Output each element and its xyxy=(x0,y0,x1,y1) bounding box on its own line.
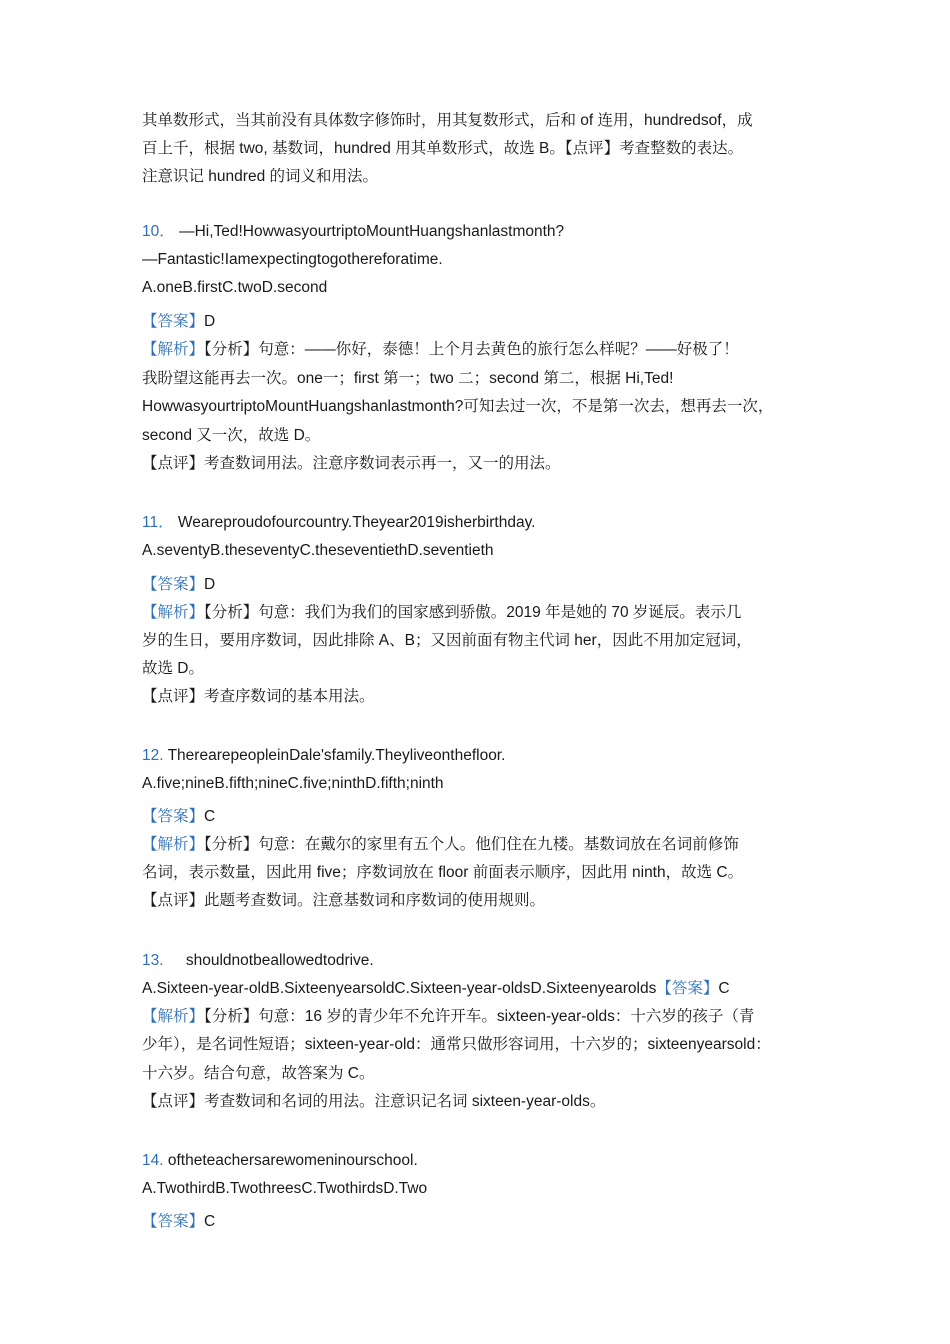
question-text: Weareproudofourcountry.Theyear2019isherbirthday. xyxy=(177,514,536,531)
question-10-analysis-3: HowwasyourtriptoMountHuangshanlastmonth?可知去过一次，不是第一次去，想再去一次， xyxy=(142,398,774,415)
question-10-comment xyxy=(142,453,561,475)
question-12-answer xyxy=(142,806,215,828)
analysis-label: 【解析】 xyxy=(142,341,205,358)
question-11-analysis-3: 故选 D。 xyxy=(142,660,205,677)
answer-value: D xyxy=(204,313,216,330)
question-number: 10． xyxy=(142,223,175,240)
answer-value: D xyxy=(204,576,216,593)
question-11-analysis-1 xyxy=(142,602,741,624)
analysis-label: 【解析】 xyxy=(142,604,205,621)
answer-label: 【答案】 xyxy=(142,576,205,593)
answer-label: 【答案】 xyxy=(142,313,205,330)
fenxi-label: 【分析】 xyxy=(204,836,259,853)
comment-text: 此题考查数词。注意基数词和序数词的使用规则。 xyxy=(204,892,546,909)
question-12-analysis-2: 名词，表示数量，因此用 five；序数词放在 floor 前面表示顺序，因此用 ninth，故选 C。 xyxy=(142,864,744,881)
answer-value: C xyxy=(718,980,730,997)
intro-line-2: 百上千，根据 two, 基数词，hundred 用其单数形式，故选 B。【点评】考查整数的表达。 xyxy=(142,140,744,157)
comment-label: 【点评】 xyxy=(142,455,205,472)
question-text: TherearepeopleinDale'sfamily.Theyliveonthefloor. xyxy=(167,747,506,764)
analysis-text: 句意：在戴尔的家里有五个人。他们住在九楼。基数词放在名词前修饰 xyxy=(258,836,739,853)
question-10-analysis-1 xyxy=(142,339,739,361)
question-text: oftheteachersarewomeninourschool. xyxy=(167,1152,418,1169)
question-13-analysis-3: 十六岁。结合句意，故答案为 C。 xyxy=(142,1065,375,1082)
options-text: A.Sixteen-year-oldB.SixteenyearsoldC.Sixteen-year-oldsD.Sixteenyearolds xyxy=(142,980,657,997)
comment-text: 考查数词和名词的用法。注意识记名词 sixteen-year-olds。 xyxy=(204,1093,606,1110)
question-10-answer xyxy=(142,311,215,333)
fenxi-label: 【分析】 xyxy=(204,341,259,358)
question-13-stem xyxy=(142,950,374,972)
question-14-options: A.TwothirdB.TwothreesC.TwothirdsD.Two xyxy=(142,1180,428,1197)
answer-label: 【答案】 xyxy=(656,980,719,997)
question-number: 14. xyxy=(142,1152,164,1169)
question-13-options xyxy=(142,978,730,1000)
answer-value: C xyxy=(204,808,216,825)
question-number: 12. xyxy=(142,747,164,764)
question-13-analysis-2: 少年），是名词性短语；sixteen-year-old：通常只做形容词用，十六岁的；sixteenyearsold： xyxy=(142,1036,771,1053)
question-13-comment xyxy=(142,1091,605,1113)
comment-text: 考查数词用法。注意序数词表示再一，又一的用法。 xyxy=(204,455,561,472)
question-14-stem xyxy=(142,1150,418,1172)
question-10-analysis-2: 我盼望这能再去一次。one一；first 第一；two 二；second 第二，根据 Hi,Ted! xyxy=(142,370,674,387)
question-14-answer xyxy=(142,1211,215,1233)
analysis-label: 【解析】 xyxy=(142,1008,205,1025)
question-12-analysis-1 xyxy=(142,834,739,856)
comment-label: 【点评】 xyxy=(142,892,205,909)
question-10-stem xyxy=(142,221,564,243)
intro-line-1: 其单数形式，当其前没有具体数字修饰时，用其复数形式，后和 of 连用，hundredsof，成 xyxy=(142,112,753,129)
comment-label: 【点评】 xyxy=(142,1093,205,1110)
analysis-text: 句意：——你好，泰德！上个月去黄色的旅行怎么样呢？——好极了！ xyxy=(258,341,739,358)
answer-label: 【答案】 xyxy=(142,808,205,825)
question-11-options: A.seventyB.theseventyC.theseventiethD.seventieth xyxy=(142,542,494,559)
question-12-stem xyxy=(142,745,505,767)
comment-label: 【点评】 xyxy=(142,688,205,705)
answer-value: C xyxy=(204,1213,216,1230)
intro-line-3: 注意识记 hundred 的词义和用法。 xyxy=(142,168,378,185)
question-10-stem-2: —Fantastic!Iamexpectingtogothereforatime. xyxy=(142,251,443,268)
analysis-text: 句意：我们为我们的国家感到骄傲。2019 年是她的 70 岁诞辰。表示几 xyxy=(258,604,742,621)
question-12-options: A.five;nineB.fifth;nineC.five;ninthD.fifth;ninth xyxy=(142,775,444,792)
fenxi-label: 【分析】 xyxy=(204,1008,259,1025)
question-11-analysis-2: 岁的生日，要用序数词，因此排除 A、B；又因前面有物主代词 her，因此不用加定冠词， xyxy=(142,632,752,649)
analysis-label: 【解析】 xyxy=(142,836,205,853)
comment-text: 考查序数词的基本用法。 xyxy=(204,688,375,705)
question-11-comment xyxy=(142,686,375,708)
question-13-analysis-1 xyxy=(142,1006,754,1028)
fenxi-label: 【分析】 xyxy=(204,604,259,621)
question-number: 11． xyxy=(142,514,174,531)
question-11-stem xyxy=(142,512,535,534)
question-text: —Hi,Ted!HowwasyourtriptoMountHuangshanlastmonth? xyxy=(179,223,565,240)
question-11-answer xyxy=(142,574,215,596)
analysis-text: 句意：16 岁的青少年不允许开车。sixteen-year-olds：十六岁的孩子（青 xyxy=(258,1008,755,1025)
question-10-analysis-4: second 又一次，故选 D。 xyxy=(142,427,321,444)
question-text: shouldnotbeallowedtodrive. xyxy=(185,952,374,969)
answer-label: 【答案】 xyxy=(142,1213,205,1230)
question-12-comment xyxy=(142,890,545,912)
question-number: 13. xyxy=(142,952,164,969)
question-10-options: A.oneB.firstC.twoD.second xyxy=(142,279,328,296)
